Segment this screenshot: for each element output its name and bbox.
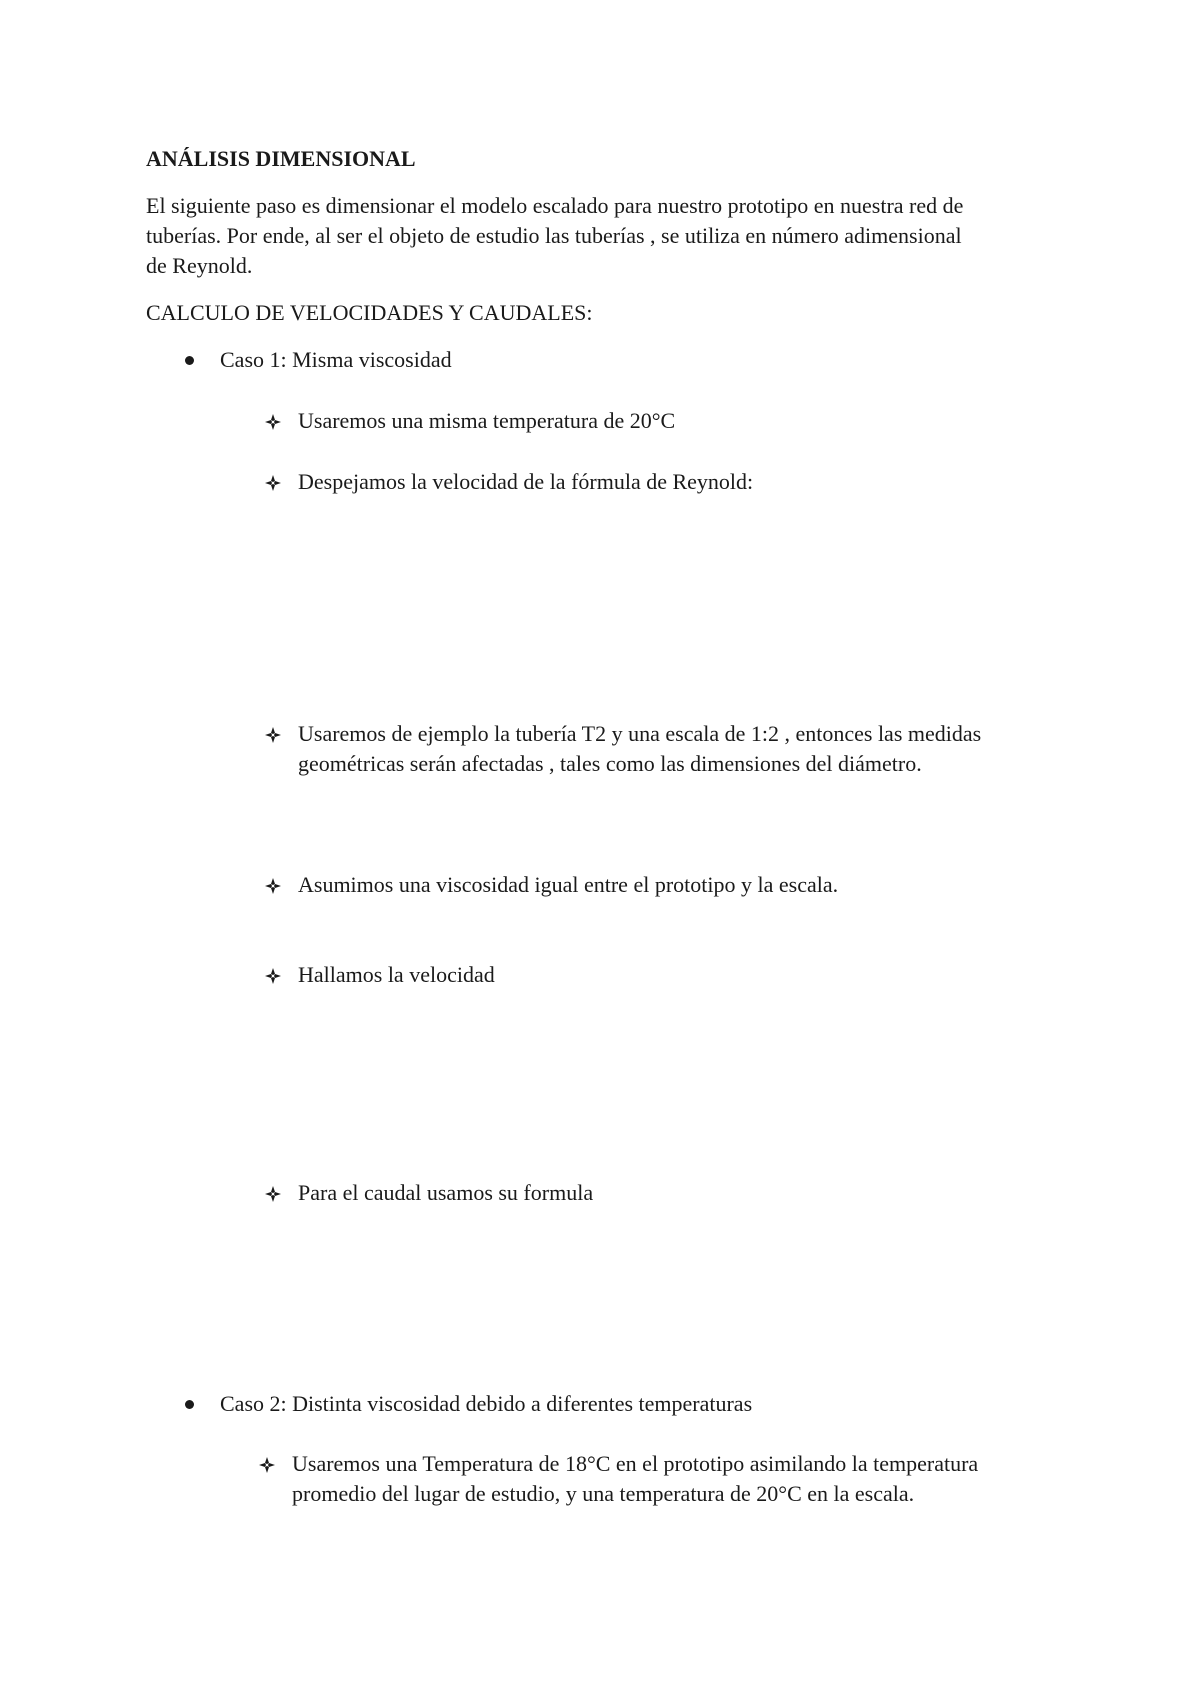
case1-item-3-line-2: geométricas serán afectadas , tales como las dimensiones del diámetro.	[298, 751, 922, 776]
intro-line-3: de Reynold.	[146, 253, 253, 278]
case1-item-3-line-1: Usaremos de ejemplo la tubería T2 y una escala de 1:2 , entonces las medidas	[298, 721, 982, 746]
document-title: ANÁLISIS DIMENSIONAL	[146, 146, 416, 171]
case2-item-1-line-2: promedio del lugar de estudio, y una temperatura de 20°C en la escala.	[292, 1481, 915, 1506]
case1-item-2: Despejamos la velocidad de la fórmula de Reynold:	[298, 469, 754, 494]
case1-item-1: Usaremos una misma temperatura de 20°C	[298, 408, 676, 433]
bullet-dot-icon	[185, 1400, 194, 1409]
diamond-bullet-icon	[264, 1185, 282, 1203]
case1-item-6: Para el caudal usamos su formula	[298, 1180, 594, 1205]
diamond-bullet-icon	[264, 474, 282, 492]
case1-item-4: Asumimos una viscosidad igual entre el prototipo y la escala.	[298, 872, 839, 897]
intro-paragraph	[146, 191, 1066, 281]
diamond-bullet-icon	[258, 1456, 276, 1474]
diamond-bullet-icon	[264, 967, 282, 985]
case2-label: Caso 2: Distinta viscosidad debido a diferentes temperaturas	[220, 1391, 753, 1416]
section-heading: CALCULO DE VELOCIDADES Y CAUDALES:	[146, 300, 593, 325]
intro-line-2: tuberías. Por ende, al ser el objeto de estudio las tuberías , se utiliza en número adimensional	[146, 223, 962, 248]
case1-label: Caso 1: Misma viscosidad	[220, 347, 452, 372]
case2-item-1-line-1: Usaremos una Temperatura de 18°C en el prototipo asimilando la temperatura	[292, 1451, 979, 1476]
case1-item-5: Hallamos la velocidad	[298, 962, 495, 987]
intro-line-1: El siguiente paso es dimensionar el modelo escalado para nuestro prototipo en nuestra red de	[146, 193, 964, 218]
diamond-bullet-icon	[264, 877, 282, 895]
bullet-dot-icon	[185, 356, 194, 365]
diamond-bullet-icon	[264, 726, 282, 744]
diamond-bullet-icon	[264, 413, 282, 431]
